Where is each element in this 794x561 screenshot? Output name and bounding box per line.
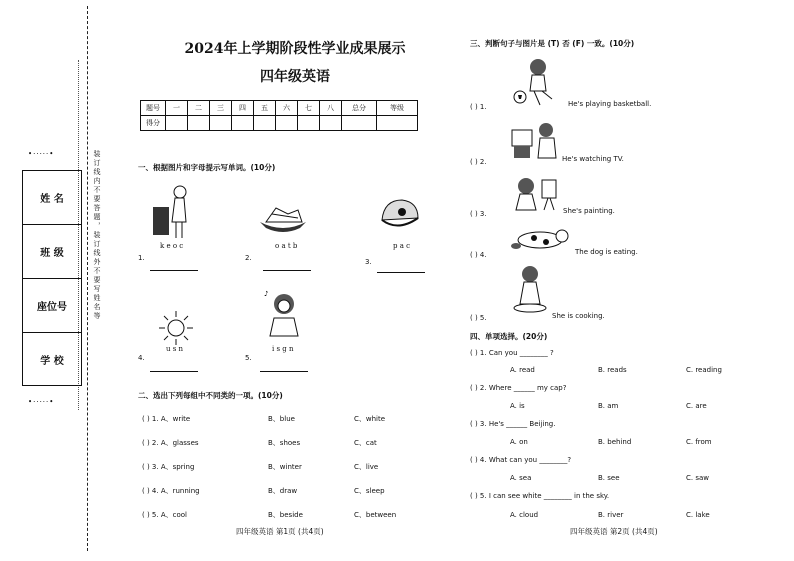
option-c[interactable]: C、white bbox=[354, 415, 386, 423]
score-header-cell: 题号 bbox=[141, 101, 166, 116]
mc-question[interactable]: ( ) 4. What can you ________? bbox=[470, 456, 572, 464]
answer-blank[interactable] bbox=[150, 270, 198, 271]
score-header-cell: 总分 bbox=[342, 101, 377, 116]
score-header-cell: 八 bbox=[320, 101, 342, 116]
mc-question[interactable]: ( ) 3. He's ______ Beijing. bbox=[470, 420, 556, 428]
exam-title: 2024年上学期阶段性学业成果展示 bbox=[184, 41, 406, 57]
score-cell[interactable] bbox=[210, 116, 232, 131]
option-b[interactable]: B. see bbox=[598, 474, 620, 482]
answer-blank[interactable] bbox=[150, 371, 198, 372]
question-number: 2. bbox=[245, 254, 252, 262]
score-table bbox=[140, 100, 418, 131]
singing-girl-icon bbox=[262, 288, 306, 338]
svg-text:♪: ♪ bbox=[264, 290, 269, 298]
dot-separator: •·····• bbox=[28, 150, 55, 158]
dog-icon bbox=[510, 226, 572, 252]
section1-heading: 一、根据图片和字母提示写单词。(10分) bbox=[138, 163, 276, 172]
score-cell[interactable] bbox=[188, 116, 210, 131]
option-b[interactable]: B. reads bbox=[598, 366, 627, 374]
page-footer-left: 四年级英语 第1页 (共4页) bbox=[236, 527, 324, 536]
option-a[interactable]: ( ) 2. A、glasses bbox=[142, 439, 199, 447]
option-a[interactable]: A. sea bbox=[510, 474, 532, 482]
option-c[interactable]: C、cat bbox=[354, 439, 377, 447]
tf-question[interactable]: ( ) 3. bbox=[470, 210, 487, 218]
option-b[interactable]: B. river bbox=[598, 511, 624, 519]
option-a[interactable]: ( ) 1. A、write bbox=[142, 415, 191, 423]
school-label: 学 校 bbox=[40, 356, 64, 367]
score-header-cell: 七 bbox=[298, 101, 320, 116]
question-number: 3. bbox=[365, 258, 372, 266]
student-info-box bbox=[22, 170, 82, 386]
boy-football-icon bbox=[512, 55, 556, 109]
option-a[interactable]: ( ) 5. A、cool bbox=[142, 511, 187, 519]
letters-hint: i s g n bbox=[272, 345, 294, 353]
binding-vertical-note: 装订线内不要答题，装订线外不要写姓名等 bbox=[93, 150, 101, 321]
tf-question[interactable]: ( ) 5. bbox=[470, 314, 487, 322]
score-cell[interactable] bbox=[254, 116, 276, 131]
option-b[interactable]: B、draw bbox=[268, 487, 298, 495]
tf-question[interactable]: ( ) 4. bbox=[470, 251, 487, 259]
exam-subtitle: 四年级英语 bbox=[260, 69, 330, 85]
girl-cooking-icon bbox=[506, 264, 556, 314]
score-header-cell: 五 bbox=[254, 101, 276, 116]
boat-icon bbox=[258, 204, 308, 234]
option-b[interactable]: B、shoes bbox=[268, 439, 301, 447]
option-b[interactable]: B、beside bbox=[268, 511, 303, 519]
section4-heading: 四、单项选择。(20分) bbox=[470, 332, 548, 341]
score-header-cell: 一 bbox=[166, 101, 188, 116]
option-a[interactable]: A. is bbox=[510, 402, 525, 410]
class-label: 班 级 bbox=[23, 225, 81, 279]
score-cell[interactable] bbox=[342, 116, 377, 131]
boy-computer-icon bbox=[510, 120, 562, 162]
question-number: 1. bbox=[138, 254, 145, 262]
score-cell[interactable] bbox=[166, 116, 188, 131]
page-footer-right: 四年级英语 第2页 (共4页) bbox=[570, 527, 658, 536]
option-a[interactable]: A. read bbox=[510, 366, 535, 374]
score-cell[interactable] bbox=[232, 116, 254, 131]
girl-painting-icon bbox=[510, 176, 560, 214]
mc-question[interactable]: ( ) 1. Can you ________ ? bbox=[470, 349, 554, 357]
option-b[interactable]: B、blue bbox=[268, 415, 295, 423]
sun-icon bbox=[158, 310, 194, 346]
tf-sentence: The dog is eating. bbox=[575, 248, 638, 256]
option-b[interactable]: B. behind bbox=[598, 438, 632, 446]
cap-icon bbox=[378, 196, 422, 236]
tf-question[interactable]: ( ) 2. bbox=[470, 158, 487, 166]
letters-hint: u s n bbox=[166, 345, 184, 353]
score-header-cell: 二 bbox=[188, 101, 210, 116]
dashed-binding-line bbox=[87, 6, 88, 551]
mc-question[interactable]: ( ) 5. I can see white ________ in the sky. bbox=[470, 492, 610, 500]
option-a[interactable]: A. on bbox=[510, 438, 528, 446]
score-cell[interactable] bbox=[377, 116, 418, 131]
section2-heading: 二、选出下列每组中不同类的一项。(10分) bbox=[138, 391, 283, 400]
answer-blank[interactable] bbox=[263, 270, 311, 271]
name-label: 姓 名 bbox=[23, 171, 81, 225]
answer-blank[interactable] bbox=[377, 272, 425, 273]
score-row-label: 得分 bbox=[141, 116, 166, 131]
score-cell[interactable] bbox=[320, 116, 342, 131]
option-c[interactable]: C、between bbox=[354, 511, 397, 519]
option-b[interactable]: B、winter bbox=[268, 463, 302, 471]
option-c[interactable]: C. saw bbox=[686, 474, 709, 482]
seat-label: 座位号 bbox=[23, 279, 81, 333]
question-number: 5. bbox=[245, 354, 252, 362]
option-a[interactable]: A. cloud bbox=[510, 511, 539, 519]
option-c[interactable]: C. reading bbox=[686, 366, 722, 374]
tf-sentence: She is cooking. bbox=[552, 312, 605, 320]
option-c[interactable]: C、live bbox=[354, 463, 379, 471]
score-header-cell: 三 bbox=[210, 101, 232, 116]
tf-sentence: He's watching TV. bbox=[562, 155, 624, 163]
score-cell[interactable] bbox=[298, 116, 320, 131]
letters-hint: k e o c bbox=[160, 242, 184, 250]
question-number: 4. bbox=[138, 354, 145, 362]
tf-sentence: He's playing basketball. bbox=[568, 100, 652, 108]
letters-hint: p a c bbox=[393, 242, 411, 250]
option-c[interactable]: C. lake bbox=[686, 511, 710, 519]
tf-sentence: She's painting. bbox=[563, 207, 615, 215]
option-b[interactable]: B. am bbox=[598, 402, 619, 410]
mc-question[interactable]: ( ) 2. Where ______ my cap? bbox=[470, 384, 567, 392]
option-c[interactable]: C、sleep bbox=[354, 487, 385, 495]
option-c[interactable]: C. from bbox=[686, 438, 712, 446]
option-a[interactable]: ( ) 3. A、spring bbox=[142, 463, 195, 471]
section3-heading: 三、判断句子与图片是 (T) 否 (F) 一致。(10分) bbox=[470, 39, 635, 48]
option-a[interactable]: ( ) 4. A、running bbox=[142, 487, 200, 495]
letters-hint: o a t b bbox=[275, 242, 298, 250]
answer-blank[interactable] bbox=[260, 371, 308, 372]
dot-separator: •·····• bbox=[28, 398, 55, 406]
cooking-girl-icon bbox=[150, 182, 194, 240]
score-header-cell: 四 bbox=[232, 101, 254, 116]
score-header-cell: 六 bbox=[276, 101, 298, 116]
score-cell[interactable] bbox=[276, 116, 298, 131]
tf-question[interactable]: ( ) 1. bbox=[470, 103, 487, 111]
option-c[interactable]: C. are bbox=[686, 402, 707, 410]
score-header-cell: 等级 bbox=[377, 101, 418, 116]
